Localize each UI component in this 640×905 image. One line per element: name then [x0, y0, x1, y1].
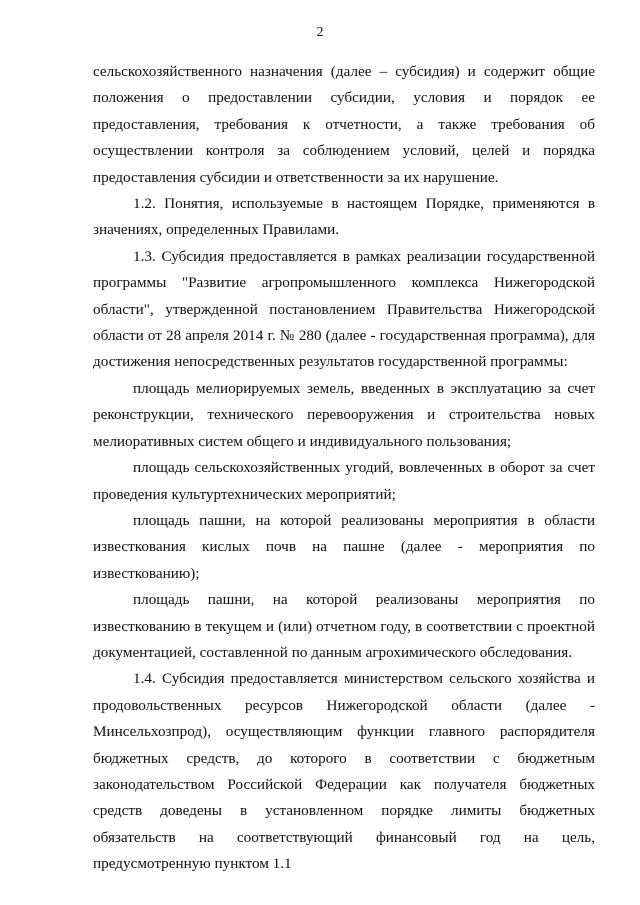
paragraph-intro-continuation: сельскохозяйственного назначения (далее – субсидия) и содержит общие положения о предоставлении субсидии, условия и порядок ее предоставления, требования к отчетности, а также требования об осуществлении контроля за соблюдением условий, целей и порядка предоставления субсидии и ответственности за их нарушение. [93, 63, 595, 186]
page-number: 2 [316, 25, 324, 40]
paragraph-1-2: 1.2. Понятия, используемые в настоящем Порядке, применяются в значениях, определенных Правилами. [93, 195, 595, 239]
list-item-liming-arable: площадь пашни, на которой реализованы мероприятия в области известкования кислых почв на пашне (далее - мероприятия по известкованию); [93, 511, 595, 582]
list-item-liming-current-year: площадь пашни, на которой реализованы мероприятия по известкованию в текущем и (или) отчетном году, в соответствии с проектной документацией, составленной по данным агрохимического обследования. [93, 591, 595, 661]
document-body [93, 59, 595, 878]
list-item-meliorated-land: площадь мелиорируемых земель, введенных в эксплуатацию за счет реконструкции, технического перевооружения и строительства новых мелиоративных систем общего и индивидуального пользования; [93, 379, 595, 450]
list-item-agricultural-land: площадь сельскохозяйственных угодий, вовлеченных в оборот за счет проведения культуртехнических мероприятий; [93, 459, 595, 503]
paragraph-1-4: 1.4. Субсидия предоставляется министерством сельского хозяйства и продовольственных ресурсов Нижегородской области (далее - Минсельхозпрод), осуществляющим функции главного распорядителя бюджетных средств, до которого в соответствии с бюджетным законодательством Российской Федерации как получателя бюджетных средств доведены в установленном порядке лимиты бюджетных обязательств на соответствующий финансовый год на цель, предусмотренную пунктом 1.1 [93, 670, 595, 873]
paragraph-1-3: 1.3. Субсидия предоставляется в рамках реализации государственной программы "Развитие агропромышленного комплекса Нижегородской области", утвержденной постановлением Правительства Нижегородской области от 28 апреля 2014 г. № 280 (далее - государственная программа), для достижения непосредственных результатов государственной программы: [93, 247, 595, 371]
